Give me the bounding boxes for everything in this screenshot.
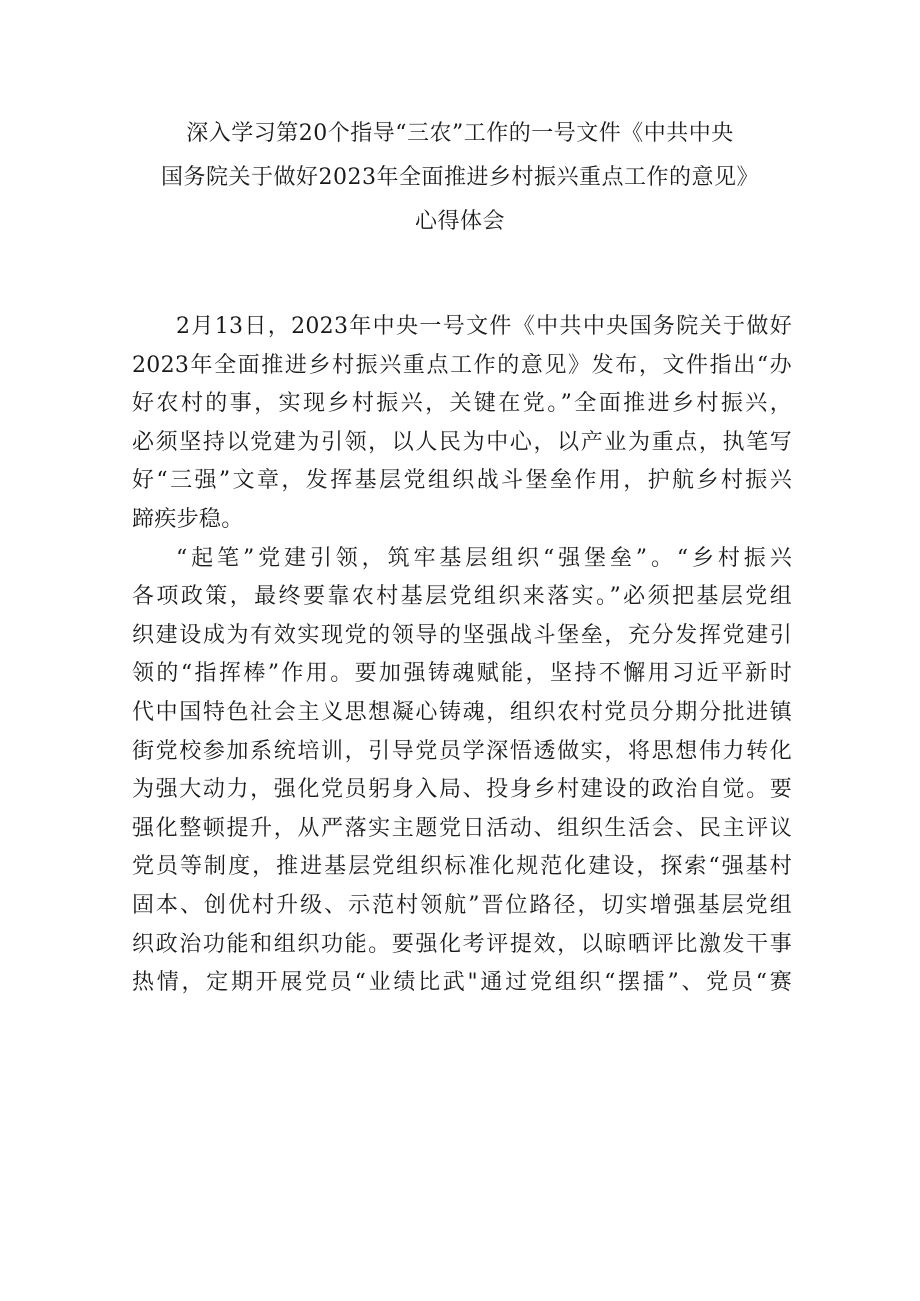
paragraph-line: 为强大动力，强化党员躬身入局、投身乡村建设的政治自觉。要 (132, 777, 792, 803)
paragraph-2 (132, 540, 792, 1003)
paragraph-line: 织政治功能和组织功能。要强化考评提效，以晾晒评比激发干事 (132, 931, 792, 957)
paragraph-line: 强化整顿提升，从严落实主题党日活动、组织生活会、民主评议 (132, 815, 792, 841)
paragraph-line: “起笔”党建引领，筑牢基层组织“强堡垒”。“乡村振兴 (176, 545, 792, 571)
paragraph-line: 代中国特色社会主义思想凝心铸魂，组织农村党员分期分批进镇 (132, 699, 792, 725)
paragraph-line: 2月13日，2023年中央一号文件《中共中央国务院关于做好 (176, 314, 792, 339)
paragraph-line: 好“三强”文章，发挥基层党组织战斗堡垒作用，护航乡村振兴 (132, 468, 792, 494)
paragraph-line: 织建设成为有效实现党的领导的坚强战斗堡垒，充分发挥党建引 (132, 622, 792, 648)
paragraph-line: 党员等制度，推进基层党组织标准化规范化建设，探索“强基村 (132, 854, 792, 880)
title-line-3: 心得体会 (414, 209, 505, 234)
paragraph-line: 好农村的事，实现乡村振兴，关键在党。”全面推进乡村振兴， (132, 391, 792, 417)
paragraph-line: 蹄疾步稳。 (132, 506, 244, 532)
paragraph-line: 热情，定期开展党员“业绩比武"通过党组织“摆擂”、党员“赛 (132, 970, 792, 996)
paragraph-1 (132, 308, 792, 540)
document-body (132, 308, 792, 1003)
paragraph-line: 各项政策，最终要靠农村基层党组织来落实。”必须把基层党组 (132, 584, 792, 610)
document-title (120, 112, 800, 244)
paragraph-line: 2023年全面推进乡村振兴重点工作的意见》发布，文件指出“办 (132, 352, 792, 378)
title-line-2: 国务院关于做好2023年全面推进乡村振兴重点工作的意见》 (161, 165, 759, 190)
title-line-1: 深入学习第20个指导“三农”工作的一号文件《中共中央 (186, 121, 734, 146)
paragraph-line: 固本、创优村升级、示范村领航”晋位路径，切实增强基层党组 (132, 892, 792, 918)
paragraph-line: 必须坚持以党建为引领，以人民为中心，以产业为重点，执笔写 (132, 429, 792, 455)
paragraph-line: 领的“指挥棒”作用。要加强铸魂赋能，坚持不懈用习近平新时 (132, 661, 792, 687)
paragraph-line: 街党校参加系统培训，引导党员学深悟透做实，将思想伟力转化 (132, 738, 792, 764)
